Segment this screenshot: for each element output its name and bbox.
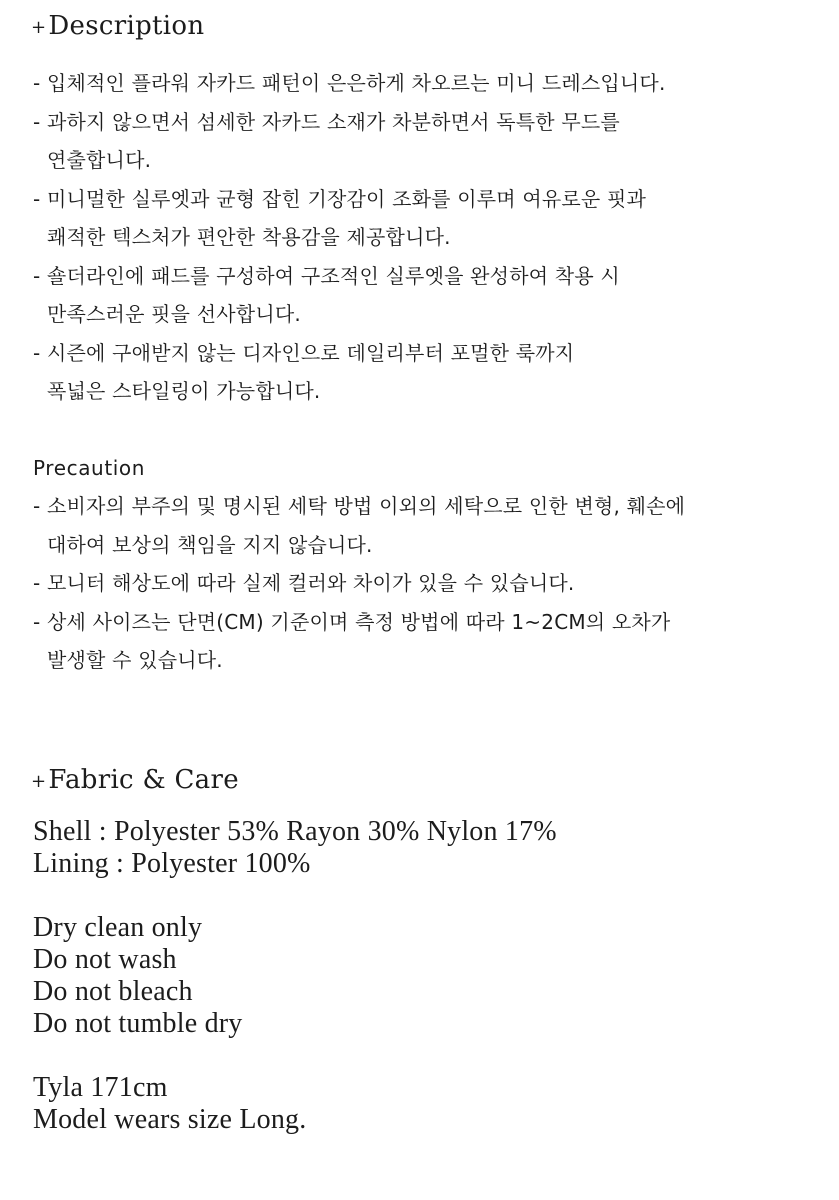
fabric-care-title: Fabric & Care (48, 765, 239, 795)
description-line: 만족스러운 핏을 선사합니다. (47, 302, 301, 326)
fabric-composition (33, 816, 557, 880)
model-line: Model wears size Long. (33, 1104, 307, 1135)
precaution-line: - 소비자의 부주의 및 명시된 세탁 방법 이외의 세탁으로 인한 변형, 훼손에 (33, 494, 686, 518)
precaution-title: Precaution (33, 456, 146, 480)
description-line: - 과하지 않으면서 섬세한 자카드 소재가 차분하면서 독특한 무드를 (33, 109, 620, 134)
care-line: Do not wash (33, 944, 177, 975)
description-line: - 숄더라인에 패드를 구성하여 구조적인 실루엣을 완성하여 착용 시 (33, 263, 620, 288)
precaution-line: 발생할 수 있습니다. (47, 648, 223, 672)
description-line: - 입체적인 플라워 자카드 패턴이 은은하게 차오르는 미니 드레스입니다. (33, 71, 666, 95)
fabric-care-heading (31, 767, 239, 793)
precaution-line: - 상세 사이즈는 단면(CM) 기준이며 측정 방법에 따라 1~2CM의 오차가 (33, 609, 671, 634)
precaution-body (33, 487, 685, 680)
care-instructions (33, 912, 243, 1040)
description-heading (31, 13, 204, 39)
description-line: 연출합니다. (47, 148, 152, 172)
model-info (33, 1072, 306, 1136)
description-line: 쾌적한 텍스처가 편안한 착용감을 제공합니다. (47, 225, 451, 249)
care-line: Do not bleach (33, 976, 193, 1007)
care-line: Dry clean only (33, 912, 203, 943)
care-line: Do not tumble dry (33, 1008, 243, 1039)
precaution-line: 대하여 보상의 책임을 지지 않습니다. (47, 532, 373, 557)
composition-line: Lining : Polyester 100% (33, 848, 311, 879)
composition-line: Shell : Polyester 53% Rayon 30% Nylon 17% (33, 816, 557, 847)
plus-icon: + (31, 17, 47, 38)
description-line: 폭넓은 스타일링이 가능합니다. (47, 379, 321, 403)
precaution-line: - 모니터 해상도에 따라 실제 컬러와 차이가 있을 수 있습니다. (33, 571, 575, 595)
description-title: Description (48, 11, 205, 41)
description-line: - 시즌에 구애받지 않는 디자인으로 데일리부터 포멀한 룩까지 (33, 340, 575, 365)
plus-icon: + (31, 771, 47, 792)
description-body (33, 64, 666, 411)
description-line: - 미니멀한 실루엣과 균형 잡힌 기장감이 조화를 이루며 여유로운 핏과 (33, 186, 646, 211)
model-line: Tyla 171cm (33, 1072, 168, 1103)
